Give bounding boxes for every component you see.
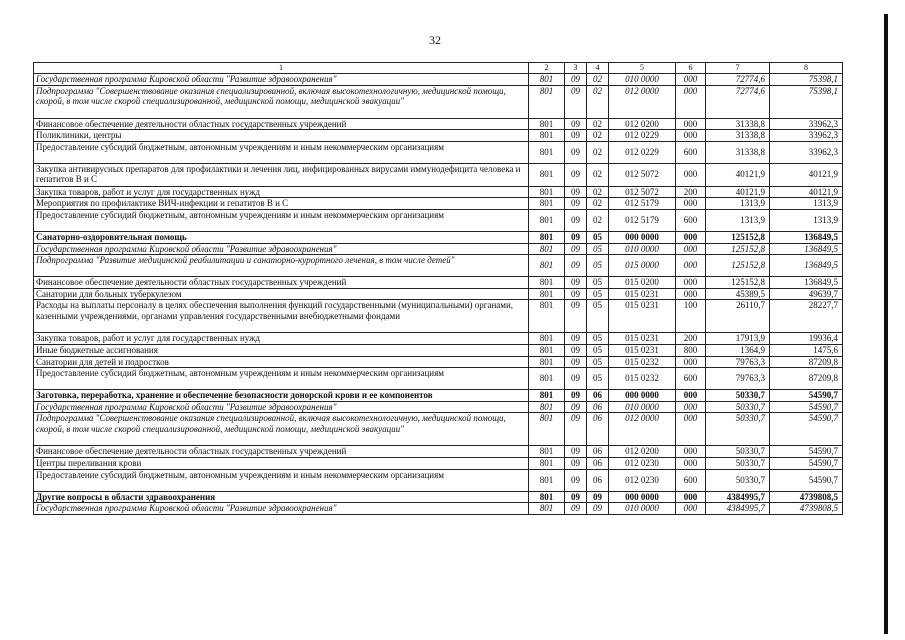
row-grbs-code: 801 bbox=[529, 198, 565, 210]
row-amount-year1: 50330,7 bbox=[706, 390, 770, 402]
row-description: Предоставление субсидий бюджетным, автономным учреждениям и иным некоммерческим организациям bbox=[34, 368, 529, 390]
row-amount-year2: 54590,7 bbox=[770, 457, 843, 469]
row-section-code: 09 bbox=[565, 74, 587, 86]
row-subsection-code: 02 bbox=[587, 85, 609, 118]
row-amount-year1: 50330,7 bbox=[706, 469, 770, 491]
row-expense-type: 000 bbox=[676, 491, 706, 503]
row-target-article: 010 0000 bbox=[609, 74, 676, 86]
row-expense-type: 200 bbox=[676, 186, 706, 198]
row-amount-year2: 136849,5 bbox=[770, 255, 843, 277]
header-cell: 8 bbox=[770, 63, 843, 74]
table-row bbox=[34, 457, 843, 469]
row-amount-year1: 45389,5 bbox=[706, 288, 770, 300]
row-description: Государственная программа Кировской области "Развитие здравоохранения" bbox=[34, 74, 529, 86]
row-target-article: 010 0000 bbox=[609, 243, 676, 255]
row-section-code: 09 bbox=[565, 491, 587, 503]
row-description: Иные бюджетные ассигнования bbox=[34, 344, 529, 356]
row-amount-year2: 136849,5 bbox=[770, 243, 843, 255]
row-subsection-code: 05 bbox=[587, 368, 609, 390]
row-amount-year2: 87209,8 bbox=[770, 368, 843, 390]
row-description: Закупка антивирусных препаратов для профилактики и лечения лиц, инфицированных вирусами иммунодефицита человека и гепатитов В и С bbox=[34, 163, 529, 186]
row-grbs-code: 801 bbox=[529, 209, 565, 231]
row-description: Финансовое обеспечение деятельности областных государственных учреждений bbox=[34, 446, 529, 458]
row-section-code: 09 bbox=[565, 243, 587, 255]
row-subsection-code: 02 bbox=[587, 163, 609, 186]
row-subsection-code: 05 bbox=[587, 344, 609, 356]
table-row bbox=[34, 277, 843, 289]
row-target-article: 010 0000 bbox=[609, 503, 676, 515]
row-grbs-code: 801 bbox=[529, 243, 565, 255]
row-grbs-code: 801 bbox=[529, 333, 565, 345]
row-target-article: 000 0000 bbox=[609, 231, 676, 243]
row-subsection-code: 05 bbox=[587, 333, 609, 345]
row-section-code: 09 bbox=[565, 85, 587, 118]
row-target-article: 012 0200 bbox=[609, 118, 676, 130]
row-section-code: 09 bbox=[565, 186, 587, 198]
row-target-article: 012 0000 bbox=[609, 85, 676, 118]
row-subsection-code: 02 bbox=[587, 141, 609, 163]
row-target-article: 010 0000 bbox=[609, 401, 676, 413]
table-row bbox=[34, 209, 843, 231]
row-description: Мероприятия по профилактике ВИЧ-инфекции и гепатитов В и С bbox=[34, 198, 529, 210]
row-amount-year2: 136849,5 bbox=[770, 277, 843, 289]
row-description: Финансовое обеспечение деятельности областных государственных учреждений bbox=[34, 277, 529, 289]
row-grbs-code: 801 bbox=[529, 74, 565, 86]
row-amount-year1: 4384995,7 bbox=[706, 491, 770, 503]
page-number: 32 bbox=[429, 33, 441, 47]
row-amount-year1: 1313,9 bbox=[706, 209, 770, 231]
row-target-article: 012 0229 bbox=[609, 141, 676, 163]
table-row bbox=[34, 163, 843, 186]
row-amount-year1: 40121,9 bbox=[706, 163, 770, 186]
row-amount-year1: 31338,8 bbox=[706, 141, 770, 163]
table-row bbox=[34, 491, 843, 503]
row-amount-year1: 50330,7 bbox=[706, 457, 770, 469]
row-grbs-code: 801 bbox=[529, 356, 565, 368]
row-description: Санатории для больных туберкулезом bbox=[34, 288, 529, 300]
row-expense-type: 000 bbox=[676, 163, 706, 186]
row-section-code: 09 bbox=[565, 344, 587, 356]
row-amount-year2: 54590,7 bbox=[770, 401, 843, 413]
table-header-row bbox=[34, 63, 843, 74]
row-expense-type: 000 bbox=[676, 255, 706, 277]
table-row bbox=[34, 413, 843, 446]
row-amount-year1: 50330,7 bbox=[706, 446, 770, 458]
row-amount-year1: 79763,3 bbox=[706, 356, 770, 368]
table-row bbox=[34, 74, 843, 86]
scan-edge-bar bbox=[884, 14, 888, 634]
row-amount-year2: 4739808,5 bbox=[770, 503, 843, 515]
row-amount-year2: 33962,3 bbox=[770, 141, 843, 163]
row-description: Поликлиники, центры bbox=[34, 130, 529, 142]
row-grbs-code: 801 bbox=[529, 446, 565, 458]
row-amount-year2: 1475,6 bbox=[770, 344, 843, 356]
row-target-article: 012 5072 bbox=[609, 163, 676, 186]
row-description: Закупка товаров, работ и услуг для государственных нужд bbox=[34, 186, 529, 198]
row-expense-type: 600 bbox=[676, 209, 706, 231]
row-amount-year1: 125152,8 bbox=[706, 255, 770, 277]
table-row bbox=[34, 231, 843, 243]
row-description: Предоставление субсидий бюджетным, автономным учреждениям и иным некоммерческим организациям bbox=[34, 469, 529, 491]
row-target-article: 015 0000 bbox=[609, 255, 676, 277]
budget-table bbox=[33, 62, 843, 515]
row-section-code: 09 bbox=[565, 446, 587, 458]
row-amount-year2: 33962,3 bbox=[770, 130, 843, 142]
row-section-code: 09 bbox=[565, 277, 587, 289]
row-expense-type: 800 bbox=[676, 344, 706, 356]
table-row bbox=[34, 288, 843, 300]
row-amount-year2: 40121,9 bbox=[770, 163, 843, 186]
row-amount-year2: 49639,7 bbox=[770, 288, 843, 300]
row-target-article: 012 0230 bbox=[609, 457, 676, 469]
header-cell: 3 bbox=[565, 63, 587, 74]
row-description: Подпрограмма "Совершенствование оказания специализированной, включая высокотехнологичную, медицинской помощи, скорой, в том числе скорой специализированной, медицинской помощи, медицинской эвакуации" bbox=[34, 85, 529, 118]
row-amount-year2: 54590,7 bbox=[770, 413, 843, 446]
row-section-code: 09 bbox=[565, 255, 587, 277]
row-section-code: 09 bbox=[565, 333, 587, 345]
row-subsection-code: 06 bbox=[587, 469, 609, 491]
row-expense-type: 000 bbox=[676, 390, 706, 402]
row-section-code: 09 bbox=[565, 198, 587, 210]
row-amount-year1: 72774,6 bbox=[706, 85, 770, 118]
row-amount-year1: 31338,8 bbox=[706, 118, 770, 130]
row-amount-year2: 40121,9 bbox=[770, 186, 843, 198]
row-description: Государственная программа Кировской области "Развитие здравоохранения" bbox=[34, 503, 529, 515]
row-amount-year1: 125152,8 bbox=[706, 243, 770, 255]
row-amount-year1: 1313,9 bbox=[706, 198, 770, 210]
row-subsection-code: 02 bbox=[587, 209, 609, 231]
header-cell: 6 bbox=[676, 63, 706, 74]
row-target-article: 012 0229 bbox=[609, 130, 676, 142]
row-subsection-code: 05 bbox=[587, 288, 609, 300]
row-subsection-code: 02 bbox=[587, 74, 609, 86]
row-description: Государственная программа Кировской области "Развитие здравоохранения" bbox=[34, 401, 529, 413]
row-section-code: 09 bbox=[565, 413, 587, 446]
row-amount-year1: 72774,6 bbox=[706, 74, 770, 86]
row-amount-year1: 125152,8 bbox=[706, 231, 770, 243]
row-section-code: 09 bbox=[565, 390, 587, 402]
table-row bbox=[34, 130, 843, 142]
row-description: Подпрограмма "Совершенствование оказания специализированной, включая высокотехнологичную, медицинской помощи, скорой, в том числе скорой специализированной, медицинской помощи, медицинской эвакуации" bbox=[34, 413, 529, 446]
row-section-code: 09 bbox=[565, 300, 587, 333]
table-row bbox=[34, 255, 843, 277]
row-grbs-code: 801 bbox=[529, 231, 565, 243]
table-row bbox=[34, 344, 843, 356]
row-description: Санаторно-оздоровительная помощь bbox=[34, 231, 529, 243]
row-section-code: 09 bbox=[565, 356, 587, 368]
table-row bbox=[34, 85, 843, 118]
row-grbs-code: 801 bbox=[529, 457, 565, 469]
row-target-article: 015 0200 bbox=[609, 277, 676, 289]
row-subsection-code: 05 bbox=[587, 277, 609, 289]
row-amount-year2: 4739808,5 bbox=[770, 491, 843, 503]
row-description: Заготовка, переработка, хранение и обеспечение безопасности донорской крови и ее компонентов bbox=[34, 390, 529, 402]
table-row bbox=[34, 503, 843, 515]
row-description: Предоставление субсидий бюджетным, автономным учреждениям и иным некоммерческим организациям bbox=[34, 141, 529, 163]
table-row bbox=[34, 300, 843, 333]
row-amount-year2: 54590,7 bbox=[770, 469, 843, 491]
row-section-code: 09 bbox=[565, 118, 587, 130]
row-expense-type: 000 bbox=[676, 446, 706, 458]
row-expense-type: 000 bbox=[676, 503, 706, 515]
row-target-article: 015 0231 bbox=[609, 300, 676, 333]
table-row bbox=[34, 333, 843, 345]
row-amount-year2: 28227,7 bbox=[770, 300, 843, 333]
header-cell: 5 bbox=[609, 63, 676, 74]
row-target-article: 012 0200 bbox=[609, 446, 676, 458]
row-target-article: 012 0000 bbox=[609, 413, 676, 446]
row-grbs-code: 801 bbox=[529, 413, 565, 446]
row-subsection-code: 06 bbox=[587, 446, 609, 458]
table-row bbox=[34, 368, 843, 390]
row-expense-type: 000 bbox=[676, 74, 706, 86]
row-amount-year2: 33962,3 bbox=[770, 118, 843, 130]
header-cell: 7 bbox=[706, 63, 770, 74]
row-amount-year1: 1364,9 bbox=[706, 344, 770, 356]
row-section-code: 09 bbox=[565, 130, 587, 142]
row-subsection-code: 05 bbox=[587, 356, 609, 368]
row-description: Государственная программа Кировской области "Развитие здравоохранения" bbox=[34, 243, 529, 255]
row-amount-year2: 87209,8 bbox=[770, 356, 843, 368]
row-amount-year2: 1313,9 bbox=[770, 198, 843, 210]
table-row bbox=[34, 446, 843, 458]
row-section-code: 09 bbox=[565, 141, 587, 163]
row-section-code: 09 bbox=[565, 469, 587, 491]
table-row bbox=[34, 401, 843, 413]
row-target-article: 012 5179 bbox=[609, 209, 676, 231]
row-section-code: 09 bbox=[565, 163, 587, 186]
row-grbs-code: 801 bbox=[529, 344, 565, 356]
row-expense-type: 000 bbox=[676, 130, 706, 142]
row-subsection-code: 06 bbox=[587, 390, 609, 402]
row-expense-type: 000 bbox=[676, 277, 706, 289]
row-expense-type: 600 bbox=[676, 141, 706, 163]
row-target-article: 000 0000 bbox=[609, 491, 676, 503]
row-section-code: 09 bbox=[565, 457, 587, 469]
row-target-article: 012 5072 bbox=[609, 186, 676, 198]
row-grbs-code: 801 bbox=[529, 368, 565, 390]
table-row bbox=[34, 243, 843, 255]
row-subsection-code: 06 bbox=[587, 413, 609, 446]
row-description: Подпрограмма "Развитие медицинской реабилитации и санаторно-курортного лечения, в том числе детей" bbox=[34, 255, 529, 277]
row-expense-type: 000 bbox=[676, 413, 706, 446]
row-description: Другие вопросы в области здравоохранения bbox=[34, 491, 529, 503]
row-expense-type: 000 bbox=[676, 288, 706, 300]
row-grbs-code: 801 bbox=[529, 141, 565, 163]
row-grbs-code: 801 bbox=[529, 277, 565, 289]
row-grbs-code: 801 bbox=[529, 469, 565, 491]
row-description: Предоставление субсидий бюджетным, автономным учреждениям и иным некоммерческим организациям bbox=[34, 209, 529, 231]
row-subsection-code: 09 bbox=[587, 503, 609, 515]
table-row bbox=[34, 186, 843, 198]
row-description: Финансовое обеспечение деятельности областных государственных учреждений bbox=[34, 118, 529, 130]
row-expense-type: 000 bbox=[676, 198, 706, 210]
row-grbs-code: 801 bbox=[529, 401, 565, 413]
row-section-code: 09 bbox=[565, 231, 587, 243]
table-row bbox=[34, 141, 843, 163]
row-description: Центры переливания крови bbox=[34, 457, 529, 469]
row-amount-year1: 31338,8 bbox=[706, 130, 770, 142]
row-expense-type: 000 bbox=[676, 118, 706, 130]
row-amount-year2: 1313,9 bbox=[770, 209, 843, 231]
table-row bbox=[34, 118, 843, 130]
row-grbs-code: 801 bbox=[529, 503, 565, 515]
row-target-article: 015 0232 bbox=[609, 356, 676, 368]
row-grbs-code: 801 bbox=[529, 118, 565, 130]
row-grbs-code: 801 bbox=[529, 300, 565, 333]
row-target-article: 015 0231 bbox=[609, 288, 676, 300]
row-expense-type: 100 bbox=[676, 300, 706, 333]
row-grbs-code: 801 bbox=[529, 130, 565, 142]
row-subsection-code: 09 bbox=[587, 491, 609, 503]
row-expense-type: 200 bbox=[676, 333, 706, 345]
row-description: Расходы на выплаты персоналу в целях обеспечения выполнения функций государственными (муниципальными) органами, казенными учреждениями, органами управления государственными внебюджетными фондами bbox=[34, 300, 529, 333]
row-amount-year1: 79763,3 bbox=[706, 368, 770, 390]
row-amount-year1: 50330,7 bbox=[706, 401, 770, 413]
row-amount-year2: 75398,1 bbox=[770, 74, 843, 86]
row-target-article: 012 5179 bbox=[609, 198, 676, 210]
header-cell: 2 bbox=[529, 63, 565, 74]
row-amount-year1: 125152,8 bbox=[706, 277, 770, 289]
row-subsection-code: 02 bbox=[587, 198, 609, 210]
row-section-code: 09 bbox=[565, 368, 587, 390]
row-subsection-code: 05 bbox=[587, 231, 609, 243]
row-amount-year2: 19936,4 bbox=[770, 333, 843, 345]
row-target-article: 000 0000 bbox=[609, 390, 676, 402]
row-grbs-code: 801 bbox=[529, 288, 565, 300]
row-target-article: 015 0231 bbox=[609, 344, 676, 356]
row-subsection-code: 05 bbox=[587, 255, 609, 277]
row-expense-type: 000 bbox=[676, 85, 706, 118]
table-row bbox=[34, 390, 843, 402]
row-amount-year1: 4384995,7 bbox=[706, 503, 770, 515]
row-amount-year1: 50330,7 bbox=[706, 413, 770, 446]
row-amount-year2: 54590,7 bbox=[770, 446, 843, 458]
row-amount-year1: 40121,9 bbox=[706, 186, 770, 198]
row-subsection-code: 05 bbox=[587, 243, 609, 255]
row-grbs-code: 801 bbox=[529, 163, 565, 186]
row-amount-year2: 54590,7 bbox=[770, 390, 843, 402]
row-subsection-code: 06 bbox=[587, 401, 609, 413]
row-description: Закупка товаров, работ и услуг для государственных нужд bbox=[34, 333, 529, 345]
row-description: Санатории для детей и подростков bbox=[34, 356, 529, 368]
row-section-code: 09 bbox=[565, 503, 587, 515]
row-subsection-code: 02 bbox=[587, 130, 609, 142]
row-amount-year2: 136849,5 bbox=[770, 231, 843, 243]
header-cell: 4 bbox=[587, 63, 609, 74]
row-expense-type: 600 bbox=[676, 469, 706, 491]
row-grbs-code: 801 bbox=[529, 390, 565, 402]
table-row bbox=[34, 469, 843, 491]
row-expense-type: 000 bbox=[676, 457, 706, 469]
row-subsection-code: 06 bbox=[587, 457, 609, 469]
row-subsection-code: 05 bbox=[587, 300, 609, 333]
table-row bbox=[34, 356, 843, 368]
row-grbs-code: 801 bbox=[529, 491, 565, 503]
row-grbs-code: 801 bbox=[529, 85, 565, 118]
row-amount-year2: 75398,1 bbox=[770, 85, 843, 118]
row-grbs-code: 801 bbox=[529, 186, 565, 198]
row-expense-type: 000 bbox=[676, 243, 706, 255]
row-target-article: 015 0232 bbox=[609, 368, 676, 390]
row-target-article: 015 0231 bbox=[609, 333, 676, 345]
table-row bbox=[34, 198, 843, 210]
row-section-code: 09 bbox=[565, 209, 587, 231]
row-section-code: 09 bbox=[565, 401, 587, 413]
row-expense-type: 000 bbox=[676, 401, 706, 413]
row-subsection-code: 02 bbox=[587, 118, 609, 130]
header-cell: 1 bbox=[34, 63, 529, 74]
row-amount-year1: 17913,9 bbox=[706, 333, 770, 345]
row-subsection-code: 02 bbox=[587, 186, 609, 198]
row-amount-year1: 26110,7 bbox=[706, 300, 770, 333]
row-expense-type: 600 bbox=[676, 368, 706, 390]
row-expense-type: 000 bbox=[676, 356, 706, 368]
row-grbs-code: 801 bbox=[529, 255, 565, 277]
row-target-article: 012 0230 bbox=[609, 469, 676, 491]
row-section-code: 09 bbox=[565, 288, 587, 300]
row-expense-type: 000 bbox=[676, 231, 706, 243]
